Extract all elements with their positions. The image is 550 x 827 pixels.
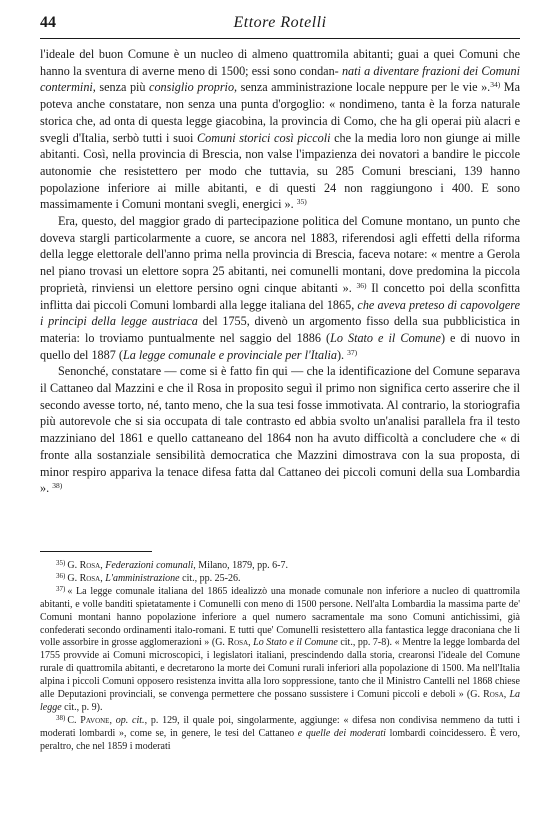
main-text (40, 46, 520, 497)
footnote-35: $^{35)}$ G. Rosa, Federazioni comunali, Milano, 1879, pp. 6-7. (56, 559, 289, 571)
footnote-ref-36: 36) (356, 280, 367, 290)
footnote-36: $^{36)}$ G. Rosa, L'amministrazione cit., pp. 25-26. (56, 571, 241, 584)
paragraph-1: l'ideale del buon Comune è un nucleo di almeno quattromila abitanti; guai a quei Comuni che hanno la sventura di averne meno di 1500; essi sono condan- nati a diventare frazioni dei Comuni contermini, senza più consiglio proprio, senza amministrazione locale neppure per le vie ».$^{34)}$ Ma poteva anche constatare, non senza una punta d'orgoglio: « nondimeno, tanta è la forza naturale storica che, ad onta di questa legge giacobina, la provincia di Como, che ha gli operai più alacri e svegli d'Italia, serbò tutti i suoi Comuni storici così piccoli che la media loro non giunge ai mille abitanti. Così, nella provincia di Brescia, non valse l'impazienza dei novatori a bandire le piccole autonomie che resistettero per modo che tuttavia, su 285 Comuni bresciani, 139 hanno popolazione inferiore ai mille abitanti, e di questi 24 non raggiungono i 400. E sono massimamente i Comuni montani svegli, energici ». $^{35)}$ (40, 47, 520, 212)
paragraph-2: Era, questo, del maggior grado di partecipazione politica del Comune montano, un punto che doveva stargli particolarmente a cuore, se ancora nel 1883, riferendosi agli effetti della riforma della legge elettorale dell'anno prima nella provincia di Brescia, faceva notare: « mentre a Gerola nel piano trovasi un elettore sopra 25 abitanti, nei comunelli montani, dove predomina la piccola proprietà, rinviensi un elettore persino ogni cinque abitanti ». $^{36)}$ Il concetto poi della sconfitta inflitta dai piccoli Comuni lombardi alla legge italiana del 1865, che aveva preteso di capovolgere i principi della legge austriaca del 1755, divenò un argomento fisso della sua pubblicistica in materia: lo troviamo puntualmente nel saggio del 1886 (Lo Stato e il Comune) e di nuovo in quello del 1887 (La legge comunale e provinciale per l'Italia). $^{37)}$ (40, 214, 521, 362)
footnote-rule (40, 551, 152, 552)
header-rule (40, 38, 520, 39)
footnote-37: $^{37)}$ « La legge comunale italiana del 1865 idealizzò una monade comunale non inferiore a nucleo di quattromila abitanti, e volle banditi spietatamente i Comunelli con meno di 1500 persone. Nell'alta Lombardia la massima parte de' Comuni montani hanno popolazione inferiore a quel numero sacramentale ma sono Comuni antichissimi, già confederati secondo ordinamenti italo-romani. E tutti que' Comunelli resistettero alla fantastica legge draconiana che li volle assorbire in grosse agglomerazioni » (G. Rosa, Lo Stato e il Comune cit., pp. 7-8). « Mentre la legge lombarda del 1755 provvide ai Comuni microscopici, i legislatori italiani, prescindendo dalla storia, crearonsi l'ideale del Comune rurale di quattromila abitanti, e decretarono la morte dei Comuni rurali inferiori alla popolazione di 1500. Ma nell'Italia alpina i piccoli Comuni opposero resistenza invitta alla loro soppressione, tanto che il Ministro Cantelli nel 1868 chiese alle Deputazioni provinciali, se convenga permettere che possano sussistere i Comuni piccoli e deboli » (G. Rosa, La legge cit., p. 9). (40, 584, 521, 713)
footnote-ref-34: 34) (490, 80, 501, 90)
footnote-ref-37: 37) (347, 347, 358, 357)
running-head: Ettore Rotelli (233, 14, 327, 31)
footnote-ref-38: 38) (52, 481, 63, 491)
footnote-ref-35: 35) (296, 197, 307, 207)
footnotes (40, 560, 520, 754)
page-number: 44 (40, 14, 56, 31)
footnote-38: $^{38)}$ C. Pavone, op. cit., p. 129, il quale poi, singolarmente, aggiunge: « difesa non condivisa nemmeno da tutti i moderati lombardi », come se, in genere, le tesi del Cattaneo e quelle dei moderati lombardi coincidessero. È vero, peraltro, che nel 1859 i moderati (40, 713, 521, 752)
page-header (40, 14, 520, 34)
paragraph-3: Senonché, constatare — come si è fatto fin qui — che la identificazione del Comune separava il Cattaneo dal Mazzini e che il Rosa in proposito seguì il primo non significa certo asserire che il secondo avesse torto, né, tanto meno, che la sua tesi fosse immotivata. Al contrario, la storiografia più autorevole che si sia occupata di tale contrasto ed abbia svolto un'analisi parallela fra il testo mazziniano del 1861 e quello cattaneano del 1864 non ha avuto difficoltà a concludere che « di fronte alla sostanziale sensibilità democratica che Mazzini dimostrava con la sua proposta, di minor respiro appariva la tenace difesa fatta dal Cattaneo dei piccoli comuni della sua Lombardia ». $^{38)}$ (40, 364, 520, 496)
